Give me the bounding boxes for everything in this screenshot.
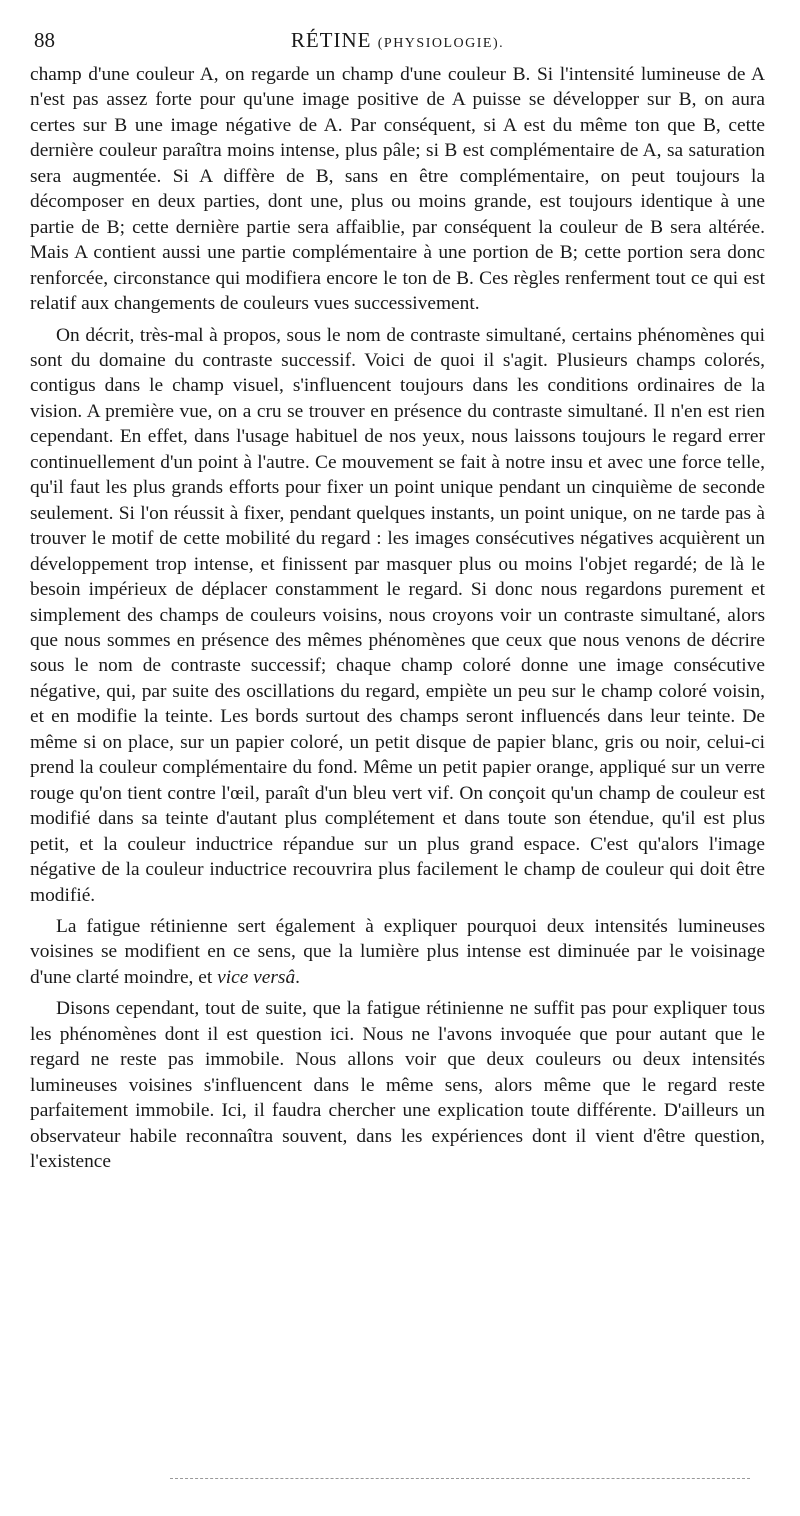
footer-rule [170, 1478, 750, 1479]
page-number: 88 [34, 28, 55, 52]
running-header [30, 28, 765, 54]
paragraph-disons-cependant: Disons cependant, tout de suite, que la fatigue rétinienne ne suffit pas pour expliquer tous les phénomènes dont il est question ici. Nous ne l'avons invoquée que pour autant que le regard ne reste pas immobile. Nous allons voir que deux couleurs ou deux intensités lumineuses voisines s'influencent dans le même sens, alors même que le regard reste parfaitement immobile. Ici, il faudra chercher une explication toute différente. D'ailleurs un observateur habile reconnaîtra souvent, dans les expériences dont il vient d'être question, l'existence [30, 998, 765, 1173]
paragraph-3-end: . [295, 966, 301, 988]
running-title-sub: (PHYSIOLOGIE). [377, 36, 505, 51]
paragraph-fatigue-retinienne [30, 914, 765, 990]
paragraph-contraste-simultane: On décrit, très-mal à propos, sous le nom de contraste simultané, certains phénomènes qui sont du domaine du contraste successif. Voici de quoi il s'agit. Plusieurs champs colorés, contigus dans le champ visuel, s'influencent toujours dans les conditions ordinaires de la vision. A première vue, on a cru se trouver en présence du contraste simultané. Il n'en est rien cependant. En effet, dans l'usage habituel de nos yeux, nous laissons toujours le regard errer continuellement d'un point à l'autre. Ce mouvement se fait à notre insu et avec une force telle, qu'il faut les plus grands efforts pour fixer un point unique pendant un cinquième de seconde seulement. Si l'on réussit à fixer, pendant quelques instants, un point unique, on ne tarde pas à trouver le motif de cette mobilité du regard : les images consécutives négatives acquièrent un développement trop intense, et finissent par masquer plus ou moins l'objet regardé; de là le besoin impérieux de déplacer constamment le regard. Si donc nous regardons purement et simplement des champs de couleurs voisins, nous croyons voir un contraste simultané, alors que nous sommes en présence des mêmes phénomènes que ceux que nous venons de décrire sous le nom de contraste successif; chaque champ coloré donne une image consécutive négative, qui, par suite des oscillations du regard, empiète un peu sur le champ coloré voisin, et en modifie la teinte. Les bords surtout des champs seront influencés dans leur teinte. De même si on place, sur un papier coloré, un petit disque de papier blanc, gris ou noir, celui-ci prend la couleur complémentaire du fond. Même un petit papier orange, appliqué sur un verre rouge qu'on tient contre l'œil, paraît d'un bleu vert vif. On conçoit qu'un champ de couleur est modifié dans sa teinte d'autant plus complétement et dans toute son étendue, qu'il est plus petit, et la couleur inductrice répandue sur un plus grand espace. C'est qu'alors l'image négative de la couleur inductrice recouvrira plus facilement le champ de couleur qui doit être modifié. [30, 324, 765, 906]
running-title-main: RÉTINE [290, 28, 372, 52]
running-title [30, 28, 765, 53]
paragraph-3-text: La fatigue rétinienne sert également à expliquer pourquoi deux intensités lumineuses voisines se modifient en ce sens, que la lumière plus intense est diminuée par le voisinage d'une clarté moindre, et [30, 915, 765, 988]
paragraph-3-italic: vice versâ [217, 966, 296, 988]
page [30, 28, 765, 1174]
paragraph-continuation: champ d'une couleur A, on regarde un champ d'une couleur B. Si l'intensité lumineuse de A n'est pas assez forte pour qu'une image positive de A puisse se développer sur B, on aura certes sur B une image négative de A. Par conséquent, si A est du même ton que B, cette dernière couleur paraîtra moins intense, plus pâle; si B est complémentaire de A, sa saturation sera augmentée. Si A diffère de B, sans en être complémentaire, on peut toujours la décomposer en deux parties, dont une, plus ou moins grande, est toujours identique à une partie de B; cette dernière partie sera affaiblie, par conséquent la couleur de B sera altérée. Mais A contient aussi une partie complémentaire à une portion de B; cette portion sera donc renforcée, circonstance qui modifiera encore le ton de B. Ces règles renferment tout ce qui est relatif aux changements de couleurs vues successivement. [30, 64, 765, 315]
